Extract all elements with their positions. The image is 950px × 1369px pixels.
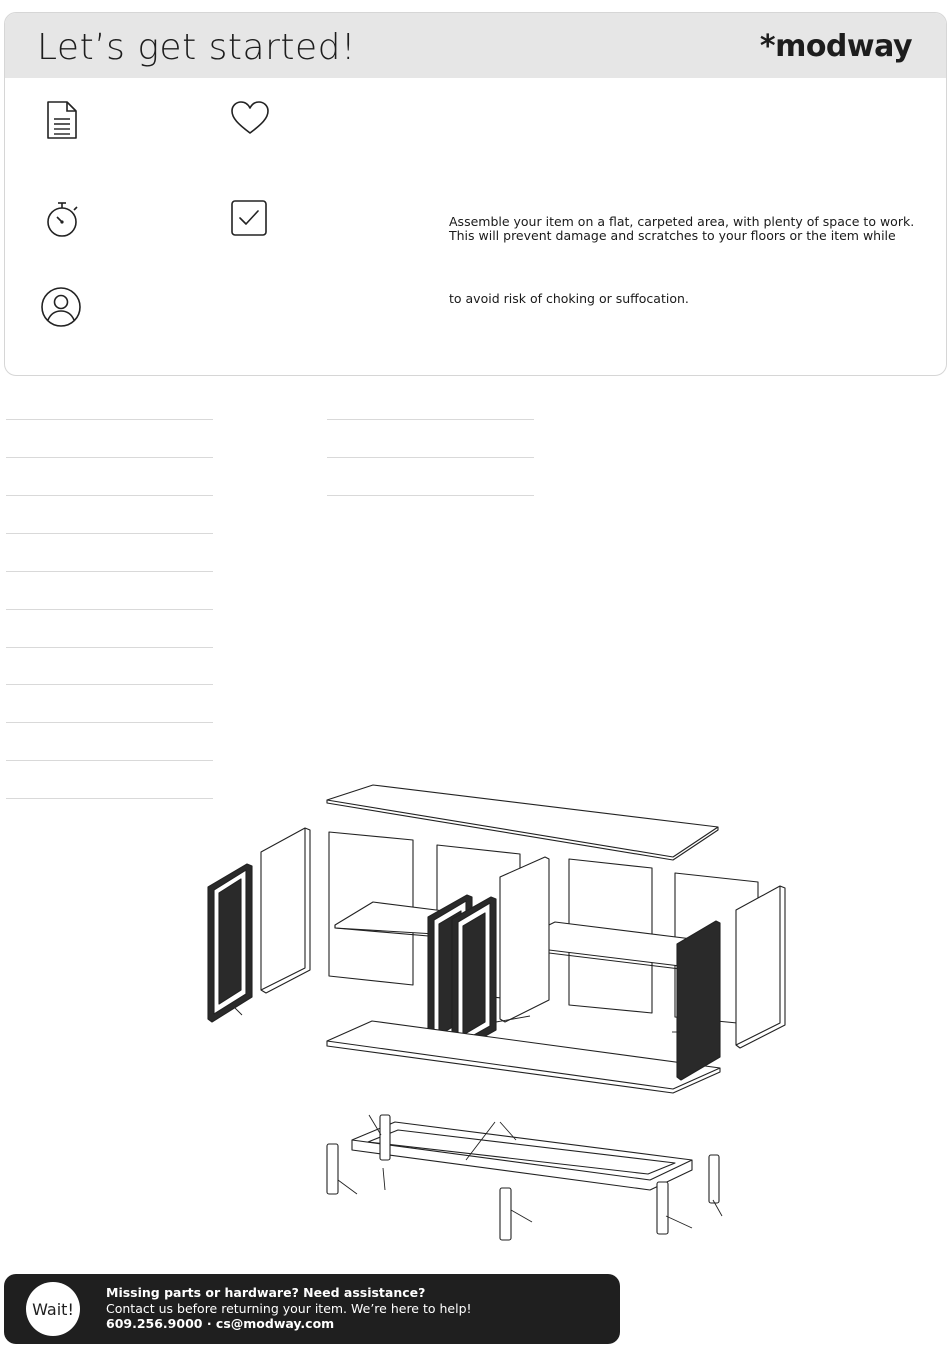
list-row-line xyxy=(6,760,213,761)
page-title: Let’s get started! xyxy=(37,27,356,68)
leg xyxy=(657,1182,668,1234)
leg xyxy=(327,1144,338,1194)
list-row-line xyxy=(6,798,213,799)
stopwatch-icon xyxy=(45,199,81,239)
banner-contact[interactable]: 609.256.9000 · cs@modway.com xyxy=(106,1316,335,1331)
tip-choking: to avoid risk of choking or suffocation. xyxy=(449,291,689,306)
exploded-furniture-diagram xyxy=(190,770,800,1250)
divider-panel xyxy=(500,857,549,1022)
intro-card xyxy=(4,12,947,376)
list-row-line xyxy=(6,457,213,458)
person-icon xyxy=(40,286,82,328)
card-header xyxy=(5,13,946,78)
brand-logo: *modway xyxy=(759,29,912,64)
wait-badge: Wait! xyxy=(26,1282,80,1336)
leg xyxy=(500,1188,511,1240)
leg xyxy=(380,1115,390,1160)
list-row-line xyxy=(6,495,213,496)
list-row-line xyxy=(327,457,534,458)
heart-icon xyxy=(230,100,270,136)
list-row-line xyxy=(327,419,534,420)
assistance-banner xyxy=(4,1274,620,1344)
list-row-line xyxy=(327,495,534,496)
banner-text xyxy=(106,1285,472,1332)
document-icon xyxy=(45,100,79,140)
banner-heading: Missing parts or hardware? Need assistance? xyxy=(106,1285,426,1300)
bottom-panel xyxy=(327,1021,720,1089)
door-panel xyxy=(677,921,720,1080)
list-row-line xyxy=(6,722,213,723)
banner-message: Contact us before returning your item. We’re here to help! xyxy=(106,1300,472,1316)
leg xyxy=(709,1155,719,1203)
list-row-line xyxy=(6,684,213,685)
list-row-line xyxy=(6,571,213,572)
list-row-line xyxy=(6,647,213,648)
checkbox-icon xyxy=(230,199,268,237)
list-row-line xyxy=(6,609,213,610)
side-panel xyxy=(261,828,310,993)
list-row-line xyxy=(6,419,213,420)
tip-assemble-line2: This will prevent damage and scratches to your floors or the item while xyxy=(449,228,896,243)
tip-assemble-line1: Assemble your item on a flat, carpeted area, with plenty of space to work. xyxy=(449,214,915,229)
list-row-line xyxy=(6,533,213,534)
